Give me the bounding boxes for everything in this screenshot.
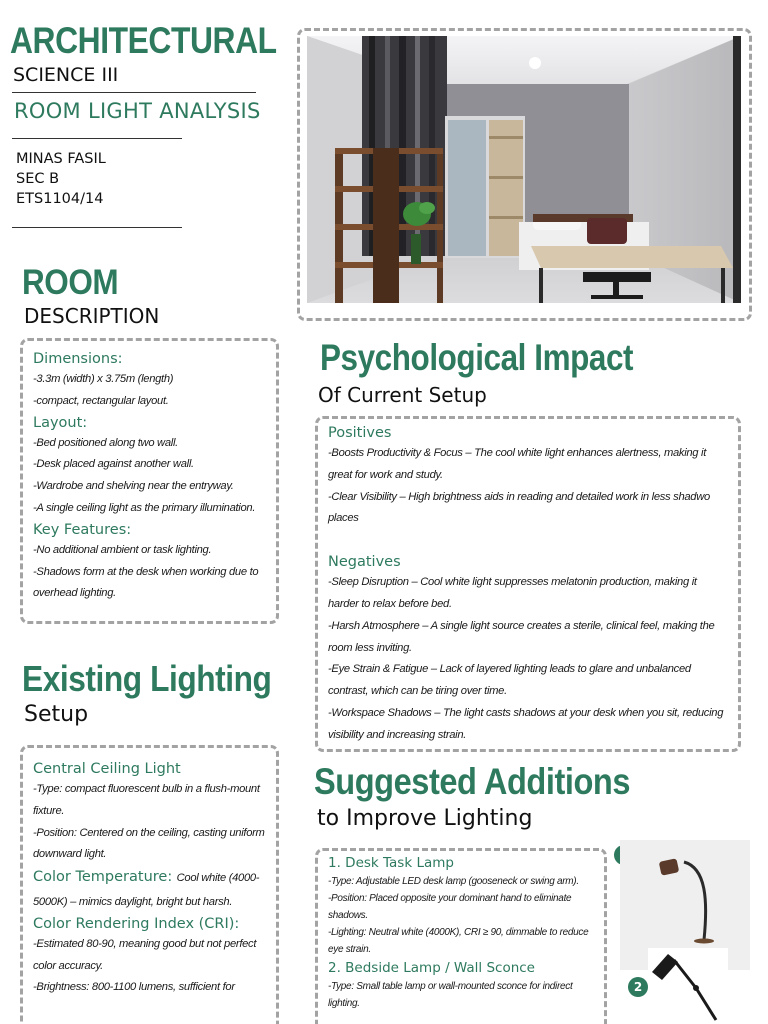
item1-title: 1. Desk Task Lamp	[328, 855, 454, 871]
cri-title: Color Rendering Index (CRI):	[33, 915, 240, 932]
room-description-box	[20, 338, 279, 624]
suggested-subheading: to Improve Lighting	[317, 806, 533, 831]
room-subheading: DESCRIPTION	[24, 304, 160, 328]
desk-lamp-image	[648, 948, 728, 1024]
negatives-line: -Eye Strain & Fatigue – Lack of layered lighting leads to glare and unbalanced contrast, which can be tiring over time.	[328, 663, 691, 698]
badge-2: 2	[628, 977, 648, 997]
existing-lighting-box	[20, 745, 279, 1024]
ceiling-light-line: -Type: compact fluorescent bulb in a flush-mount fixture.	[33, 783, 260, 817]
layout-line: -A single ceiling light as the primary illumination.	[33, 501, 256, 514]
positives-line: -Clear Visibility – High brightness aids in reading and detailed work in less shadwo places	[328, 490, 710, 525]
item1-line: -Lighting: Neutral white (4000K), CRI ≥ 90, dimmable to reduce eye strain.	[328, 927, 589, 955]
features-line: -Shadows form at the desk when working due to overhead lighting.	[33, 565, 259, 600]
negatives-title: Negatives	[328, 554, 401, 571]
suggested-heading: Suggested Additions	[314, 761, 631, 802]
layout-line: -Desk placed against another wall.	[33, 458, 194, 471]
dimensions-title: Dimensions:	[33, 351, 123, 367]
ceiling-light-title: Central Ceiling Light	[33, 761, 181, 777]
item1-line: -Type: Adjustable LED desk lamp (gooseneck or swing arm).	[328, 876, 579, 887]
ceiling-light-line: -Position: Centered on the ceiling, casting uniform downward light.	[33, 826, 265, 861]
cri-line: -Brightness: 800-1100 lumens, sufficient for	[33, 981, 235, 994]
color-temp-title: Color Temperature:	[33, 869, 173, 886]
suggested-box	[315, 848, 607, 1024]
color-temp-row	[33, 866, 266, 914]
dimensions-line: -compact, rectangular layout.	[33, 394, 169, 407]
layout-title: Layout:	[33, 414, 88, 431]
desk-lamp-svg	[648, 948, 728, 1024]
psych-heading: Psychological Impact	[320, 337, 634, 378]
psych-impact-box	[315, 416, 741, 752]
cri-line: -Estimated 80-90, meaning good but not perfect color accuracy.	[33, 937, 257, 972]
existing-heading: Existing Lighting	[22, 658, 272, 699]
header-subtitle: SCIENCE III	[13, 64, 119, 86]
header-title: ARCHITECTURAL	[10, 20, 277, 61]
dimensions-line: -3.3m (width) x 3.75m (length)	[33, 373, 174, 385]
positives-line: -Boosts Productivity & Focus – The cool white light enhances alertness, making it great for work and study.	[328, 447, 707, 481]
negatives-line: -Harsh Atmosphere – A single light source creates a sterile, clinical feel, making the room less inviting.	[328, 619, 715, 654]
header-rule-1	[12, 92, 256, 93]
header-rule-3	[12, 227, 182, 228]
features-title: Key Features:	[33, 521, 132, 538]
author-name: MINAS FASIL	[16, 151, 106, 167]
features-line: -No additional ambient or task lighting.	[33, 543, 212, 556]
psych-subheading: Of Current Setup	[318, 383, 487, 407]
layout-line: -Bed positioned along two wall.	[33, 436, 178, 449]
color-temp-text: Cool white (4000-5000K) – mimics daylight, bright but harsh.	[33, 872, 260, 908]
header-rule-2	[12, 138, 182, 139]
item1-line: -Position: Placed opposite your dominant hand to eliminate shadows.	[328, 893, 572, 921]
item2-title: 2. Bedside Lamp / Wall Sconce	[328, 960, 535, 976]
negatives-line: -Workspace Shadows – The light casts shadows at your desk when you sit, reducing visibility and increasing strain.	[328, 706, 724, 741]
positives-title: Positives	[328, 425, 392, 441]
existing-subheading: Setup	[24, 702, 89, 727]
header-topic: ROOM LIGHT ANALYSIS	[14, 99, 261, 123]
negatives-line: -Sleep Disruption – Cool white light suppresses melatonin production, making it harder to relax before bed.	[328, 576, 697, 610]
author-id: ETS1104/14	[16, 191, 104, 207]
room-render-image	[307, 36, 741, 303]
room-render-svg	[307, 36, 741, 303]
author-section: SEC B	[16, 171, 60, 187]
item2-line: -Type: Small table lamp or wall-mounted sconce for indirect lighting.	[328, 981, 573, 1009]
layout-line: -Wardrobe and shelving near the entryway.	[33, 480, 234, 493]
room-heading: ROOM	[22, 263, 119, 302]
